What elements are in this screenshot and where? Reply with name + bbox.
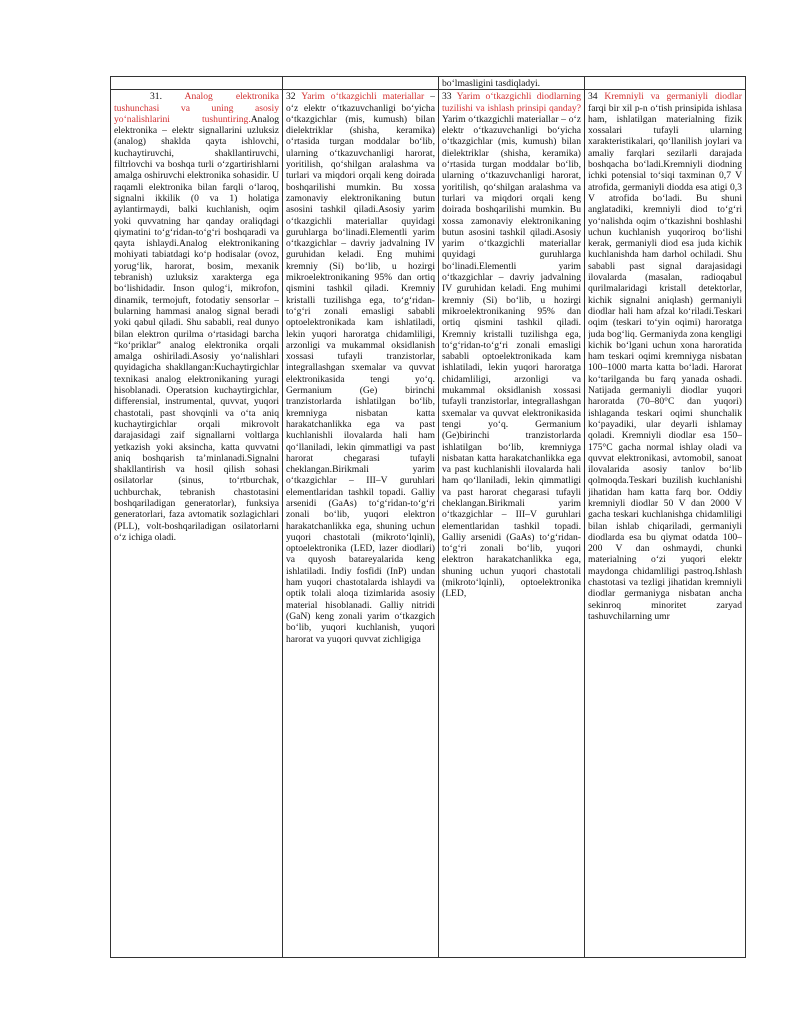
question-heading: Yarim o‘tkazgichli diodlarning tuzilishi va ishlash prinsipi qanday?: [442, 91, 581, 114]
question-heading: Kremniyli va germaniyli diodlar: [604, 91, 742, 103]
question-number: 34: [588, 91, 598, 103]
top-cell-3: [439, 77, 585, 90]
question-number: 32: [286, 91, 296, 103]
question-number: 31.: [150, 91, 162, 103]
question-cell-32: [283, 90, 439, 958]
top-cell-2: [283, 77, 439, 90]
table-row-top: [111, 77, 746, 90]
document-page: [110, 76, 745, 956]
answer-text: Yarim o‘tkazgichli materiallar – o‘z elektr o‘tkazuvchanligi bo‘yicha o‘tkazgichlar (mis, kumush) bilan dielektriklar (shisha, keramika) o‘rtasida turgan moddalar bo‘lib, ularning o‘tkazuvchanligi harorat, yoritilish, qo‘shilgan aralashma va turlari va miqdori orqali keng doirada boshqarilishi mumkin. Bu xossa zamonaviy elektronikaning butun asosini tashkil qiladi.Asosiy yarim o‘tkazgichli materiallar quyidagi guruhlarga bo‘linadi.Elementli yarim o‘tkazgichlar – davriy jadvalning IV guruhidan keladi. Eng muhimi kremniy (Si) bo‘lib, u hozirgi mikroelektronikaning 95% dan ortiq qismini tashkil qiladi. Kremniy kristalli tuzilishga ega, to‘g‘ridan-to‘g‘ri zonali emasligi sababli optoelektronikada kam ishlatiladi, lekin yuqori haroratga chidamliligi, arzonligi va mukammal oksidlanish xossasi tufayli tranzistorlar, integrallashgan sxemalar va quvvat elektronikasida tengi yo‘q. Germanium (Ge)birinchi tranzistorlarda ishlatilgan bo‘lib, kremniyga nisbatan katta harakatchanlikka ega va past kuchlanishli ilovalarda hali ham qo‘llaniladi, lekin qimmatligi va past harorat chegarasi tufayli cheklangan.Birikmali yarim o‘tkazgichlar – III–V guruhlari elementlaridan tashkil topadi. Galliy arsenidi (GaAs) to‘g‘ridan-to‘g‘ri zonali bo‘lib, yuqori elektron harakatchanlikka ega, shuning uchun yuqori chastotali (mikroto‘lqinli), optoelektronika (LED,: [442, 113, 581, 600]
answer-text: farqi bir xil p-n o‘tish prinsipida ishlasa ham, ishlatilgan materialning fizik xossalari tufayli ularning xarakteristikalari, qo‘llanilish joylari va amaliy farqlari sezilarli darajada boshqacha bo‘ladi.Kremniyli diodning ichki potensial to‘siqi taxminan 0,7 V atrofida, germaniyli diodda esa atigi 0,3 V atrofida bo‘ladi. Bu shuni anglatadiki, kremniyli diod to‘g‘ri yo‘nalishda oqim o‘tkazishni boshlashi uchun kuchlanish yuqoriroq bo‘lishi kerak, germaniyli diod esa juda kichik kuchlanishda ham darhol ochiladi. Shu sababli past signal darajasidagi ilovalarda (masalan, radioqabul qurilmalaridagi kristall detektorlar, kichik signalni aniqlash) germaniyli diodlar hali ham afzal ko‘riladi.Teskari oqim (teskari to‘yin oqimi) haroratga juda bog‘liq. Germaniyda zona kengligi kichik bo‘lgani uchun xona haroratida ham teskari oqimi kremniyga nisbatan 100–1000 marta katta bo‘ladi. Harorat ko‘tarilganda bu farq yanada oshadi. Natijada germaniyli diodlar yuqori haroratda (70–80°C dan yuqori) ishlaganda teskari oqimi shunchalik ko‘payadiki, ular deyarli ishlamay qoladi. Kremniyli diodlar esa 150–175°C gacha normal ishlay oladi va quvvat elektronikasi, avtomobil, sanoat ilovalarida asosiy tanlov bo‘lib qolmoqda.Teskari buzilish kuchlanishi jihatidan ham katta farq bor. Oddiy kremniyli diodlar 50 V dan 2000 V gacha teskari kuchlanishga chidamliligi bilan ishlab chiqariladi, germaniyli diodlarda esa bu qiymat odatda 100–200 V dan oshmaydi, chunki materialning o‘zi yuqori elektr maydonga chidamliligi pastroq.Ishlash chastotasi va tezligi jihatidan kremniyli diodlar germaniyga nisbatan ancha sekinroq minoritet zaryad tashuvchilarning umr: [588, 102, 742, 622]
top-cell-4: [585, 77, 746, 90]
question-number: 33: [442, 91, 452, 103]
content-table: [110, 76, 746, 958]
question-cell-33: [439, 90, 585, 958]
question-heading: Analog elektronika tushunchasi va uning asosiy yo‘nalishlarini tushuntiring.: [114, 91, 279, 125]
question-cell-31: [111, 90, 283, 958]
answer-text: – o‘z elektr o‘tkazuvchanligi bo‘yicha o‘tkazgichlar (mis, kumush) bilan dielektriklar (shisha, keramika) o‘rtasida turgan moddalar bo‘lib, ularning o‘tkazuvchanligi harorat, yoritilish, qo‘shilgan aralashma va turlari va miqdori orqali keng doirada boshqarilishi mumkin. Bu xossa zamonaviy elektronikaning butun asosini tashkil qiladi.Asosiy yarim o‘tkazgichli materiallar quyidagi guruhlarga bo‘linadi.Elementli yarim o‘tkazgichlar – davriy jadvalning IV guruhidan keladi. Eng muhimi kremniy (Si) bo‘lib, u hozirgi mikroelektronikaning 95% dan ortiq qismini tashkil qiladi. Kremniy kristalli tuzilishga ega, to‘g‘ridan-to‘g‘ri zonali emasligi sababli optoelektronikada kam ishlatiladi, lekin yuqori haroratga chidamliligi, arzonligi va mukammal oksidlanish xossasi tufayli tranzistorlar, integrallashgan sxemalar va quvvat elektronikasida tengi yo‘q. Germanium (Ge) birinchi tranzistorlarda ishlatilgan bo‘lib, kremniyga nisbatan katta harakatchanlikka ega va past kuchlanishli ilovalarda hali ham qo‘llaniladi, lekin qimmatligi va past harorat chegarasi tufayli cheklangan.Birikmali yarim o‘tkazgichlar – III–V guruhlari elementlaridan tashkil topadi. Galliy arsenidi (GaAs) to‘g‘ridan-to‘g‘ri zonali bo‘lib, yuqori elektron harakatchanlikka ega, shuning uchun yuqori chastotali (mikroto‘lqinli), optoelektronika (LED, lazer diodlari) va quyosh batareyalarida keng ishlatiladi. Indiy fosfidi (InP) undan ham yuqori chastotalarda ishlaydi va optik tolali aloqa tizimlarida asosiy material hisoblanadi. Galliy nitridi (GaN) keng zonali yarim o‘tkazgich bo‘lib, yuqori kuchlanish, yuqori harorat va yuqori quvvat zichligiga: [286, 91, 435, 645]
continued-text: bo‘lmasligini tasdiqladyi.: [442, 78, 541, 89]
question-heading: Yarim o‘tkazgichli materiallar: [301, 91, 425, 103]
answer-text: Analog elektronika – elektr signallarini uzluksiz (analog) shaklda qayta ishlovchi, kuchaytiruvchi, shakllantiruvchi, filtrlovchi va boshqa turli o‘zgartirishlarni amalga oshiruvchi elektronika sohasidir. U raqamli elektronika bilan farqli o‘laroq, signalni ikkilik (0 va 1) holatiga aylantirmaydi, balki kuchlanish, oqim yoki quvvatning har qanday oraliqdagi qiymatini to‘g‘ridan-to‘g‘ri boshqaradi va qayta ishlaydi.Analog elektronikaning mohiyati tabiatdagi ko‘p hodisalar (ovoz, yorug‘lik, harorat, bosim, mexanik tebranish) uzluksiz xarakterga ega bo‘lishidadir. Inson qulog‘i, mikrofon, dinamik, termojuft, fotodatiy sensorlar – bularning hammasi analog signal beradi yoki qabul qiladi. Shu sababli, real dunyo bilan elektron qurilma o‘rtasidagi barcha “ko‘priklar” analog elektronika orqali amalga oshiriladi.Asosiy yo‘nalishlari quyidagicha shakllangan:Kuchaytirgichlar texnikasi analog elektronikaning yuragi hisoblanadi. Operatsion kuchaytirgichlar, differensial, instrumental, quvvat, yuqori chastotali, past shovqinli va o‘ta aniq kuchaytirgichlar orqali mikrovolt darajasidagi zaif signallarni voltlarga yetkazish yoki aksincha, katta quvvatni aniq boshqarish ta’minlanadi.Signalni shakllantirish va hosil qilish sohasi osilatorlar (sinus, to‘rtburchak, uchburchak, tebranish chastotasini boshqariladigan generatorlar), funksiya generatorlari, faza avtomatik sozlagichlari (PLL), volt-boshqariladigan osilatorlarni o‘z ichiga oladi.: [114, 113, 279, 543]
question-cell-34: [585, 90, 746, 958]
table-row-main: [111, 90, 746, 958]
top-cell-1: [111, 77, 283, 90]
